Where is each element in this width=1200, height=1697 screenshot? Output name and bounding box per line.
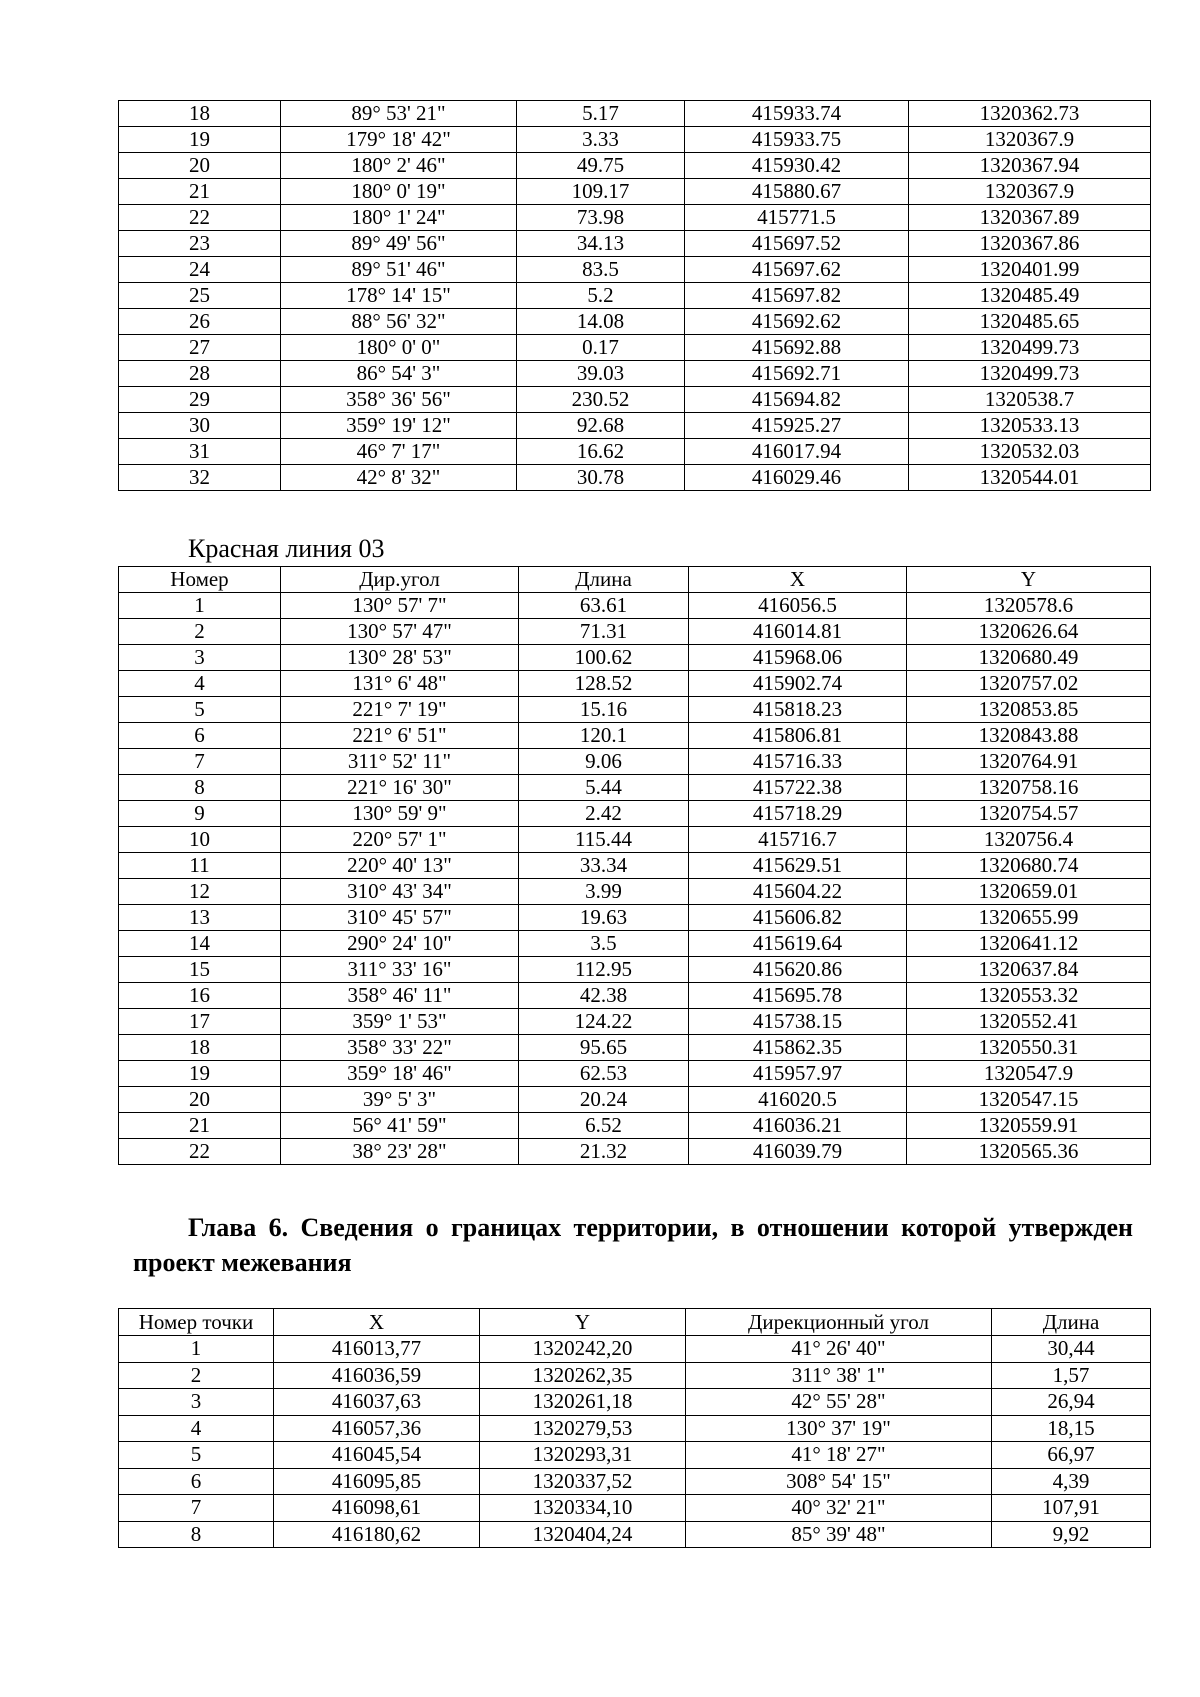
table-row (119, 1521, 1151, 1548)
cell-direction-angle: 56° 41' 59" (281, 1113, 519, 1139)
cell-direction-angle: 178° 14' 15" (281, 283, 517, 309)
cell-length: 92.68 (517, 413, 685, 439)
cell-y-coordinate: 1320544.01 (909, 465, 1151, 491)
table-row (119, 153, 1151, 179)
cell-direction-angle: 131° 6' 48" (281, 671, 519, 697)
table-row (119, 257, 1151, 283)
cell-x-coordinate: 416017.94 (685, 439, 909, 465)
cell-x-coordinate: 415604.22 (689, 879, 907, 905)
cell-length: 71.31 (519, 619, 689, 645)
cell-point-number: 4 (119, 671, 281, 697)
cell-direction-angle: 40° 32' 21" (686, 1495, 992, 1522)
cell-length: 124.22 (519, 1009, 689, 1035)
cell-length: 9.06 (519, 749, 689, 775)
cell-point-number: 22 (119, 1139, 281, 1165)
table-row (119, 439, 1151, 465)
cell-length: 30,44 (992, 1336, 1151, 1363)
cell-point-number: 27 (119, 335, 281, 361)
table-row (119, 335, 1151, 361)
cell-point-number: 5 (119, 1442, 274, 1469)
cell-length: 19.63 (519, 905, 689, 931)
cell-point-number: 7 (119, 749, 281, 775)
cell-point-number: 3 (119, 1389, 274, 1416)
cell-point-number: 4 (119, 1415, 274, 1442)
cell-point-number: 5 (119, 697, 281, 723)
cell-length: 3.33 (517, 127, 685, 153)
table-row (119, 775, 1151, 801)
table-row (119, 1362, 1151, 1389)
table-row (119, 1139, 1151, 1165)
cell-y-coordinate: 1320754.57 (907, 801, 1151, 827)
table-row (119, 1336, 1151, 1363)
cell-direction-angle: 46° 7' 17" (281, 439, 517, 465)
cell-y-coordinate: 1320337,52 (480, 1468, 686, 1495)
table-row (119, 905, 1151, 931)
header-length: Длина (992, 1309, 1151, 1336)
cell-point-number: 21 (119, 1113, 281, 1139)
table-row (119, 127, 1151, 153)
cell-point-number: 2 (119, 1362, 274, 1389)
cell-y-coordinate: 1320659.01 (907, 879, 1151, 905)
cell-direction-angle: 39° 5' 3" (281, 1087, 519, 1113)
cell-y-coordinate: 1320637.84 (907, 957, 1151, 983)
cell-length: 3.99 (519, 879, 689, 905)
cell-x-coordinate: 415902.74 (689, 671, 907, 697)
cell-length: 26,94 (992, 1389, 1151, 1416)
cell-x-coordinate: 415716.7 (689, 827, 907, 853)
cell-length: 100.62 (519, 645, 689, 671)
cell-x-coordinate: 415738.15 (689, 1009, 907, 1035)
chapter-6-heading (133, 1210, 1133, 1280)
cell-x-coordinate: 416037,63 (274, 1389, 480, 1416)
table-row (119, 465, 1151, 491)
cell-direction-angle: 130° 37' 19" (686, 1415, 992, 1442)
cell-direction-angle: 180° 0' 19" (281, 179, 517, 205)
table-row (119, 1061, 1151, 1087)
cell-x-coordinate: 415925.27 (685, 413, 909, 439)
cell-point-number: 16 (119, 983, 281, 1009)
cell-length: 63.61 (519, 593, 689, 619)
cell-point-number: 25 (119, 283, 281, 309)
territory-boundary-table (118, 1308, 1151, 1548)
table-row (119, 283, 1151, 309)
cell-y-coordinate: 1320655.99 (907, 905, 1151, 931)
cell-y-coordinate: 1320367.86 (909, 231, 1151, 257)
cell-x-coordinate: 415692.62 (685, 309, 909, 335)
cell-length: 14.08 (517, 309, 685, 335)
table-row (119, 957, 1151, 983)
table-row (119, 593, 1151, 619)
table-row (119, 1442, 1151, 1469)
header-x-coordinate: X (274, 1309, 480, 1336)
boundary-table-continued (118, 100, 1151, 491)
cell-length: 95.65 (519, 1035, 689, 1061)
cell-direction-angle: 179° 18' 42" (281, 127, 517, 153)
cell-length: 0.17 (517, 335, 685, 361)
cell-point-number: 19 (119, 127, 281, 153)
cell-point-number: 21 (119, 179, 281, 205)
cell-point-number: 12 (119, 879, 281, 905)
cell-direction-angle: 42° 8' 32" (281, 465, 517, 491)
cell-y-coordinate: 1320499.73 (909, 335, 1151, 361)
cell-point-number: 22 (119, 205, 281, 231)
cell-x-coordinate: 415606.82 (689, 905, 907, 931)
cell-direction-angle: 311° 38' 1" (686, 1362, 992, 1389)
cell-x-coordinate: 416039.79 (689, 1139, 907, 1165)
cell-x-coordinate: 415722.38 (689, 775, 907, 801)
cell-direction-angle: 359° 19' 12" (281, 413, 517, 439)
cell-y-coordinate: 1320261,18 (480, 1389, 686, 1416)
cell-y-coordinate: 1320262,35 (480, 1362, 686, 1389)
cell-length: 16.62 (517, 439, 685, 465)
red-line-03-table (118, 566, 1151, 1165)
table-row (119, 827, 1151, 853)
table-row (119, 1415, 1151, 1442)
cell-length: 33.34 (519, 853, 689, 879)
cell-x-coordinate: 415695.78 (689, 983, 907, 1009)
cell-length: 20.24 (519, 1087, 689, 1113)
cell-x-coordinate: 415697.52 (685, 231, 909, 257)
cell-length: 83.5 (517, 257, 685, 283)
cell-point-number: 7 (119, 1495, 274, 1522)
cell-length: 115.44 (519, 827, 689, 853)
header-y-coordinate: Y (907, 567, 1151, 593)
table-row (119, 1389, 1151, 1416)
cell-y-coordinate: 1320764.91 (907, 749, 1151, 775)
cell-x-coordinate: 416029.46 (685, 465, 909, 491)
cell-direction-angle: 220° 40' 13" (281, 853, 519, 879)
cell-x-coordinate: 416036.21 (689, 1113, 907, 1139)
table-row (119, 879, 1151, 905)
cell-y-coordinate: 1320367.9 (909, 127, 1151, 153)
cell-x-coordinate: 416056.5 (689, 593, 907, 619)
cell-point-number: 8 (119, 775, 281, 801)
cell-point-number: 17 (119, 1009, 281, 1035)
cell-length: 9,92 (992, 1521, 1151, 1548)
cell-point-number: 23 (119, 231, 281, 257)
cell-y-coordinate: 1320334,10 (480, 1495, 686, 1522)
cell-length: 66,97 (992, 1442, 1151, 1469)
cell-y-coordinate: 1320242,20 (480, 1336, 686, 1363)
cell-direction-angle: 180° 1' 24" (281, 205, 517, 231)
cell-y-coordinate: 1320843.88 (907, 723, 1151, 749)
cell-length: 1,57 (992, 1362, 1151, 1389)
cell-y-coordinate: 1320485.49 (909, 283, 1151, 309)
table-row (119, 361, 1151, 387)
cell-x-coordinate: 416057,36 (274, 1415, 480, 1442)
cell-point-number: 20 (119, 153, 281, 179)
cell-direction-angle: 290° 24' 10" (281, 931, 519, 957)
cell-direction-angle: 311° 33' 16" (281, 957, 519, 983)
cell-y-coordinate: 1320758.16 (907, 775, 1151, 801)
table-row (119, 387, 1151, 413)
cell-y-coordinate: 1320538.7 (909, 387, 1151, 413)
cell-length: 120.1 (519, 723, 689, 749)
cell-y-coordinate: 1320550.31 (907, 1035, 1151, 1061)
cell-y-coordinate: 1320367.94 (909, 153, 1151, 179)
cell-point-number: 18 (119, 1035, 281, 1061)
cell-y-coordinate: 1320756.4 (907, 827, 1151, 853)
cell-direction-angle: 180° 2' 46" (281, 153, 517, 179)
cell-direction-angle: 358° 33' 22" (281, 1035, 519, 1061)
cell-direction-angle: 130° 57' 7" (281, 593, 519, 619)
table-header-row (119, 567, 1151, 593)
table-row (119, 1009, 1151, 1035)
cell-x-coordinate: 415697.62 (685, 257, 909, 283)
table-row (119, 205, 1151, 231)
cell-y-coordinate: 1320757.02 (907, 671, 1151, 697)
table-row (119, 983, 1151, 1009)
table-row (119, 619, 1151, 645)
cell-direction-angle: 89° 51' 46" (281, 257, 517, 283)
cell-y-coordinate: 1320680.49 (907, 645, 1151, 671)
table-row (119, 1087, 1151, 1113)
cell-x-coordinate: 416098,61 (274, 1495, 480, 1522)
cell-x-coordinate: 415862.35 (689, 1035, 907, 1061)
cell-x-coordinate: 415716.33 (689, 749, 907, 775)
cell-point-number: 9 (119, 801, 281, 827)
cell-x-coordinate: 415694.82 (685, 387, 909, 413)
cell-x-coordinate: 416020.5 (689, 1087, 907, 1113)
cell-point-number: 30 (119, 413, 281, 439)
cell-x-coordinate: 415619.64 (689, 931, 907, 957)
table-row (119, 749, 1151, 775)
table-row (119, 801, 1151, 827)
table-row (119, 671, 1151, 697)
cell-direction-angle: 89° 53' 21" (281, 101, 517, 127)
cell-direction-angle: 86° 54' 3" (281, 361, 517, 387)
table-row (119, 1035, 1151, 1061)
header-direction-angle: Дир.угол (281, 567, 519, 593)
cell-y-coordinate: 1320499.73 (909, 361, 1151, 387)
cell-length: 6.52 (519, 1113, 689, 1139)
cell-direction-angle: 311° 52' 11" (281, 749, 519, 775)
cell-point-number: 1 (119, 593, 281, 619)
cell-y-coordinate: 1320401.99 (909, 257, 1151, 283)
cell-point-number: 10 (119, 827, 281, 853)
cell-y-coordinate: 1320404,24 (480, 1521, 686, 1548)
cell-direction-angle: 38° 23' 28" (281, 1139, 519, 1165)
cell-y-coordinate: 1320367.9 (909, 179, 1151, 205)
cell-y-coordinate: 1320279,53 (480, 1415, 686, 1442)
cell-length: 109.17 (517, 179, 685, 205)
cell-direction-angle: 310° 43' 34" (281, 879, 519, 905)
cell-direction-angle: 85° 39' 48" (686, 1521, 992, 1548)
cell-y-coordinate: 1320552.41 (907, 1009, 1151, 1035)
cell-y-coordinate: 1320362.73 (909, 101, 1151, 127)
cell-direction-angle: 41° 18' 27" (686, 1442, 992, 1469)
cell-point-number: 26 (119, 309, 281, 335)
cell-length: 42.38 (519, 983, 689, 1009)
cell-y-coordinate: 1320680.74 (907, 853, 1151, 879)
cell-direction-angle: 358° 36' 56" (281, 387, 517, 413)
cell-x-coordinate: 415818.23 (689, 697, 907, 723)
cell-length: 21.32 (519, 1139, 689, 1165)
cell-direction-angle: 310° 45' 57" (281, 905, 519, 931)
cell-x-coordinate: 415718.29 (689, 801, 907, 827)
cell-direction-angle: 180° 0' 0" (281, 335, 517, 361)
cell-point-number: 28 (119, 361, 281, 387)
cell-direction-angle: 42° 55' 28" (686, 1389, 992, 1416)
cell-length: 49.75 (517, 153, 685, 179)
cell-length: 5.17 (517, 101, 685, 127)
cell-length: 39.03 (517, 361, 685, 387)
cell-y-coordinate: 1320532.03 (909, 439, 1151, 465)
cell-direction-angle: 359° 1' 53" (281, 1009, 519, 1035)
table-row (119, 309, 1151, 335)
cell-x-coordinate: 415933.75 (685, 127, 909, 153)
cell-point-number: 14 (119, 931, 281, 957)
cell-point-number: 29 (119, 387, 281, 413)
cell-point-number: 20 (119, 1087, 281, 1113)
chapter-6-title: Глава 6. Сведения о границах территории, в отношении которой утвержден проект межевания (133, 1213, 1133, 1277)
cell-point-number: 15 (119, 957, 281, 983)
cell-point-number: 1 (119, 1336, 274, 1363)
cell-y-coordinate: 1320626.64 (907, 619, 1151, 645)
table-row (119, 1468, 1151, 1495)
cell-x-coordinate: 415771.5 (685, 205, 909, 231)
cell-length: 4,39 (992, 1468, 1151, 1495)
red-line-03-caption: Красная линия 03 (188, 534, 385, 563)
cell-x-coordinate: 415692.71 (685, 361, 909, 387)
cell-y-coordinate: 1320547.15 (907, 1087, 1151, 1113)
table-row (119, 231, 1151, 257)
cell-length: 2.42 (519, 801, 689, 827)
header-y-coordinate: Y (480, 1309, 686, 1336)
cell-direction-angle: 89° 49' 56" (281, 231, 517, 257)
cell-direction-angle: 130° 28' 53" (281, 645, 519, 671)
cell-point-number: 13 (119, 905, 281, 931)
cell-y-coordinate: 1320547.9 (907, 1061, 1151, 1087)
cell-length: 230.52 (517, 387, 685, 413)
cell-length: 30.78 (517, 465, 685, 491)
cell-point-number: 11 (119, 853, 281, 879)
cell-y-coordinate: 1320853.85 (907, 697, 1151, 723)
table-row (119, 1113, 1151, 1139)
table-row (119, 179, 1151, 205)
cell-direction-angle: 359° 18' 46" (281, 1061, 519, 1087)
header-length: Длина (519, 567, 689, 593)
cell-length: 18,15 (992, 1415, 1151, 1442)
cell-point-number: 19 (119, 1061, 281, 1087)
cell-length: 15.16 (519, 697, 689, 723)
header-point-number: Номер точки (119, 1309, 274, 1336)
cell-length: 128.52 (519, 671, 689, 697)
cell-point-number: 8 (119, 1521, 274, 1548)
cell-y-coordinate: 1320293,31 (480, 1442, 686, 1469)
cell-direction-angle: 221° 6' 51" (281, 723, 519, 749)
cell-direction-angle: 358° 46' 11" (281, 983, 519, 1009)
cell-y-coordinate: 1320553.32 (907, 983, 1151, 1009)
cell-direction-angle: 130° 59' 9" (281, 801, 519, 827)
table-row (119, 645, 1151, 671)
cell-y-coordinate: 1320578.6 (907, 593, 1151, 619)
cell-x-coordinate: 415880.67 (685, 179, 909, 205)
header-x-coordinate: X (689, 567, 907, 593)
cell-y-coordinate: 1320367.89 (909, 205, 1151, 231)
cell-point-number: 32 (119, 465, 281, 491)
cell-length: 5.2 (517, 283, 685, 309)
table-row (119, 931, 1151, 957)
cell-y-coordinate: 1320485.65 (909, 309, 1151, 335)
cell-x-coordinate: 415692.88 (685, 335, 909, 361)
cell-direction-angle: 130° 57' 47" (281, 619, 519, 645)
cell-x-coordinate: 415620.86 (689, 957, 907, 983)
cell-direction-angle: 221° 16' 30" (281, 775, 519, 801)
cell-x-coordinate: 416036,59 (274, 1362, 480, 1389)
cell-point-number: 24 (119, 257, 281, 283)
cell-x-coordinate: 415930.42 (685, 153, 909, 179)
cell-length: 112.95 (519, 957, 689, 983)
cell-y-coordinate: 1320641.12 (907, 931, 1151, 957)
table-row (119, 101, 1151, 127)
cell-length: 3.5 (519, 931, 689, 957)
header-point-number: Номер (119, 567, 281, 593)
cell-x-coordinate: 416095,85 (274, 1468, 480, 1495)
cell-x-coordinate: 416013,77 (274, 1336, 480, 1363)
table-header-row (119, 1309, 1151, 1336)
table-row (119, 413, 1151, 439)
cell-point-number: 31 (119, 439, 281, 465)
cell-x-coordinate: 415697.82 (685, 283, 909, 309)
cell-x-coordinate: 416045,54 (274, 1442, 480, 1469)
header-direction-angle: Дирекционный угол (686, 1309, 992, 1336)
cell-x-coordinate: 416180,62 (274, 1521, 480, 1548)
cell-point-number: 18 (119, 101, 281, 127)
cell-x-coordinate: 415968.06 (689, 645, 907, 671)
cell-direction-angle: 308° 54' 15" (686, 1468, 992, 1495)
cell-y-coordinate: 1320565.36 (907, 1139, 1151, 1165)
cell-x-coordinate: 415933.74 (685, 101, 909, 127)
cell-direction-angle: 88° 56' 32" (281, 309, 517, 335)
cell-length: 107,91 (992, 1495, 1151, 1522)
cell-x-coordinate: 415629.51 (689, 853, 907, 879)
cell-direction-angle: 41° 26' 40" (686, 1336, 992, 1363)
cell-length: 62.53 (519, 1061, 689, 1087)
cell-x-coordinate: 416014.81 (689, 619, 907, 645)
cell-length: 73.98 (517, 205, 685, 231)
cell-point-number: 6 (119, 723, 281, 749)
cell-x-coordinate: 415806.81 (689, 723, 907, 749)
table-row (119, 697, 1151, 723)
cell-direction-angle: 221° 7' 19" (281, 697, 519, 723)
cell-x-coordinate: 415957.97 (689, 1061, 907, 1087)
cell-length: 34.13 (517, 231, 685, 257)
cell-point-number: 3 (119, 645, 281, 671)
table-row (119, 853, 1151, 879)
table-row (119, 723, 1151, 749)
cell-y-coordinate: 1320559.91 (907, 1113, 1151, 1139)
table-row (119, 1495, 1151, 1522)
cell-direction-angle: 220° 57' 1" (281, 827, 519, 853)
cell-point-number: 6 (119, 1468, 274, 1495)
cell-y-coordinate: 1320533.13 (909, 413, 1151, 439)
cell-length: 5.44 (519, 775, 689, 801)
cell-point-number: 2 (119, 619, 281, 645)
